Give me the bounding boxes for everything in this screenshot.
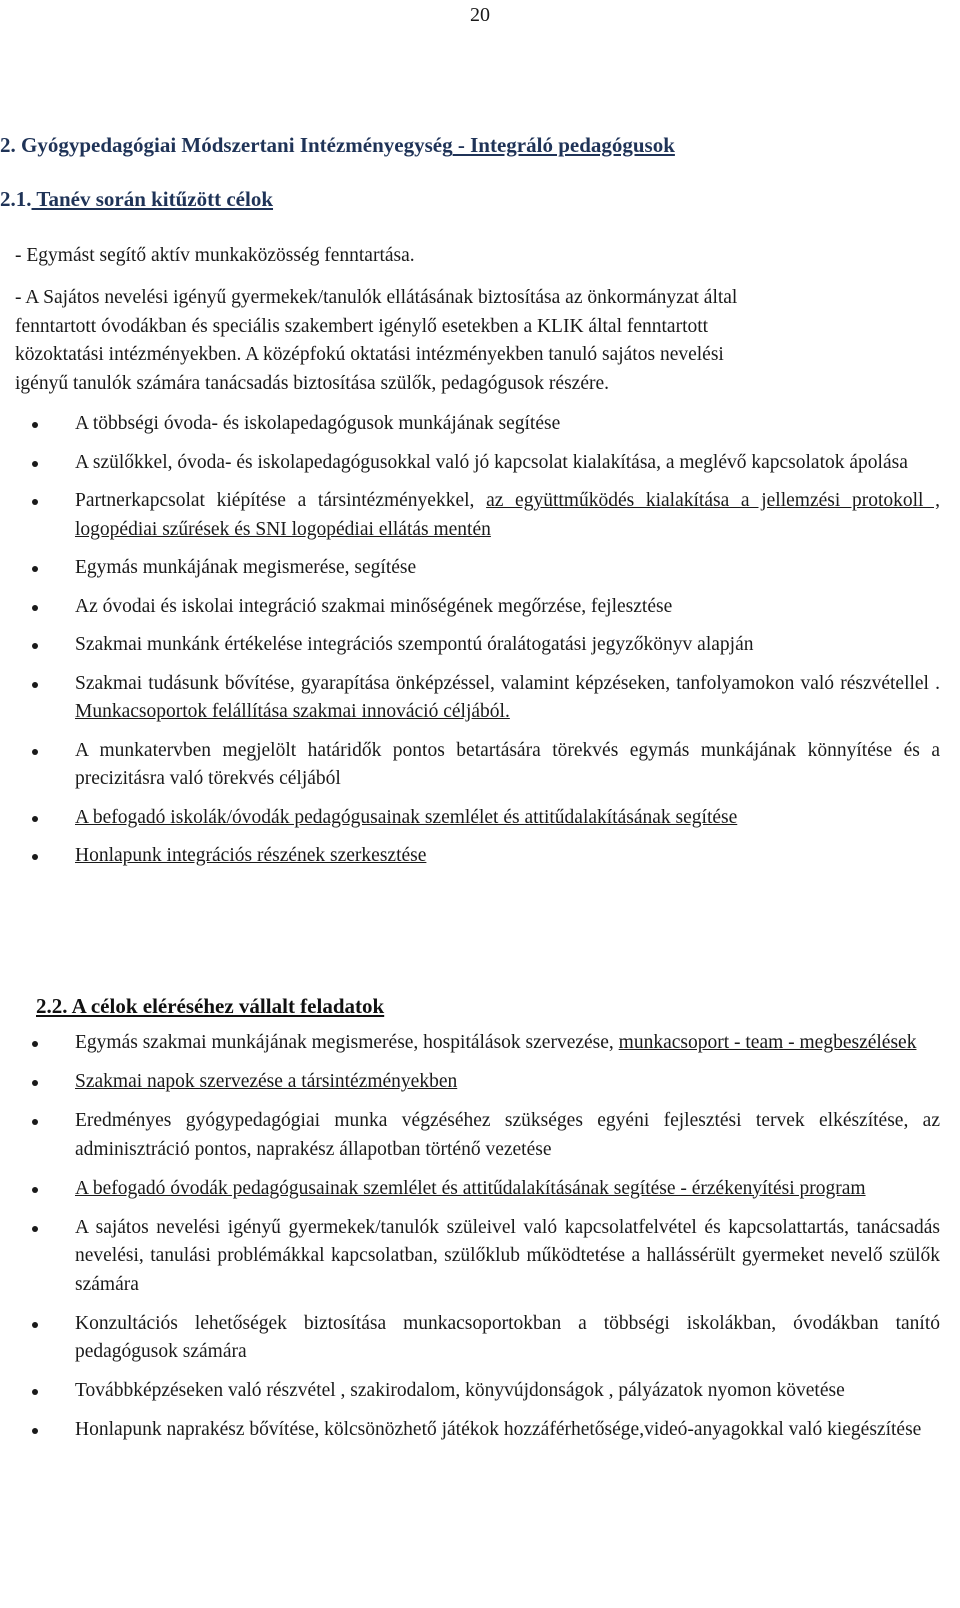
section-2-heading [0, 132, 675, 158]
bullet-icon [32, 1322, 38, 1328]
bullet-icon [32, 1187, 38, 1193]
task-text: Továbbképzéseken való részvétel , szakirodalom, könyvújdonságok , pályázatok nyomon követése [75, 1380, 845, 1401]
bullet-icon [32, 499, 38, 505]
bullet-icon [32, 605, 38, 611]
list-item [0, 487, 940, 544]
bullet-icon [32, 1428, 38, 1434]
tasks-list [0, 1029, 940, 1455]
task-text: A sajátos nevelési igényű gyermekek/tanulók szüleivel való kapcsolatfelvétel és kapcsolattartás, tanácsadás nevelési, tanulási problémákkal kapcsolatban, szülőklub működtetése a hallássérült gyermeket nevelő szülők számára [75, 1216, 940, 1295]
goal-text: A többségi óvoda- és iskolapedagógusok munkájának segítése [75, 413, 561, 434]
bullet-icon [32, 749, 38, 755]
list-item [0, 449, 940, 478]
paragraph-line: igényű tanulók számára tanácsadás biztosítása szülők, pedagógusok részére. [15, 372, 609, 394]
list-item [0, 1416, 940, 1445]
goals-list [0, 410, 940, 881]
bullet-icon [32, 1041, 38, 1047]
section-2-2-heading: 2.2. A célok eléréséhez vállalt feladatok [36, 994, 385, 1018]
section-2-1-heading [0, 186, 273, 212]
goal-text: Egymás munkájának megismerése, segítése [75, 557, 417, 578]
goal-text: Szakmai tudásunk bővítése, gyarapítása önképzéssel, valamint képzéseken, tanfolyamokon való részvétellel . [75, 672, 940, 694]
list-item [0, 737, 940, 794]
task-text: Honlapunk naprakész bővítése, kölcsönözhető játékok hozzáférhetősége,videó-anyagokkal való kiegészítése [75, 1419, 922, 1440]
bullet-icon [32, 682, 38, 688]
list-item [0, 842, 940, 871]
list-item [0, 593, 940, 622]
paragraph-line: fenntartott óvodákban és speciális szakembert igénylő esetekben a KLIK által fenntartott [15, 315, 709, 337]
section-2-title-main: 2. Gyógypedagógiai Módszertani Intézményegység [0, 133, 453, 157]
bullet-icon [32, 643, 38, 649]
bullet-icon [32, 566, 38, 572]
section-2-1-title: Tanév során kitűzött célok [31, 187, 274, 211]
goal-text-underlined: Munkacsoportok felállítása szakmai innováció céljából. [75, 701, 510, 722]
bullet-icon [32, 422, 38, 428]
bullet-icon [32, 1389, 38, 1395]
goal-text-underlined: Honlapunk integrációs részének szerkesztése [75, 845, 427, 866]
bullet-icon [32, 1226, 38, 1232]
page-number: 20 [470, 4, 490, 26]
bullet-icon [32, 461, 38, 467]
list-item [0, 804, 940, 833]
list-item [0, 1175, 940, 1204]
task-text-underlined: Szakmai napok szervezése a társintézményekben [75, 1071, 458, 1092]
list-item [0, 1214, 940, 1300]
goal-text: A munkatervben megjelölt határidők pontos betartására törekvés egymás munkájának könnyítése és a precizitásra való törekvés céljából [75, 739, 940, 789]
paragraph-line: - A Sajátos nevelési igényű gyermekek/tanulók ellátásának biztosítása az önkormányzat által [15, 287, 738, 308]
section-2-title-sub: - Integráló pedagógusok [452, 133, 675, 157]
list-item [0, 1029, 940, 1058]
goal-text: A szülőkkel, óvoda- és iskolapedagógusokkal való jó kapcsolat kialakítása, a meglévő kapcsolatok ápolása [75, 451, 908, 473]
list-item [0, 1068, 940, 1097]
list-item [0, 1107, 940, 1164]
section-2-1-number: 2.1. [0, 187, 32, 211]
task-text: Konzultációs lehetőségek biztosítása munkacsoportokban a többségi iskolákban, óvodákban tanító pedagógusok számára [75, 1312, 940, 1362]
bullet-icon [32, 816, 38, 822]
list-item [0, 1377, 940, 1406]
task-text-underlined: munkacsoport - team - megbeszélések [618, 1032, 917, 1053]
paragraph-line: közoktatási intézményekben. A középfokú oktatási intézményekben tanuló sajátos nevelési [15, 344, 724, 365]
list-item [0, 410, 940, 439]
intro-paragraph [15, 284, 937, 398]
bullet-icon [32, 1080, 38, 1086]
goal-text-underlined: az együttműködés kialakítása a jellemzési protokoll , logopédiai szűrések és SNI logopédiai ellátás mentén [75, 490, 940, 540]
goal-text: Az óvodai és iskolai integráció szakmai minőségének megőrzése, fejlesztése [75, 595, 673, 617]
list-item [0, 631, 940, 660]
list-item [0, 670, 940, 727]
goal-text-underlined: A befogadó iskolák/óvodák pedagógusainak szemlélet és attitűdalakításának segítése [75, 806, 738, 828]
list-item [0, 1310, 940, 1367]
task-text: Egymás szakmai munkájának megismerése, hospitálások szervezése, [75, 1032, 619, 1053]
task-text-underlined: A befogadó óvodák pedagógusainak szemlélet és attitűdalakításának segítése - érzékenyítési program [75, 1177, 866, 1199]
task-text: Eredményes gyógypedagógiai munka végzéséhez szükséges egyéni fejlesztési tervek elkészítése, az adminisztráció pontos, naprakész állapotban történő vezetése [75, 1110, 940, 1160]
list-item [0, 554, 940, 583]
goal-text: Szakmai munkánk értékelése integrációs szempontú óralátogatási jegyzőkönyv alapján [75, 634, 754, 655]
bullet-icon [32, 1119, 38, 1125]
goal-text: Partnerkapcsolat kiépítése a társintézményekkel, [75, 490, 487, 511]
intro-line: - Egymást segítő aktív munkaközösség fenntartása. [15, 245, 415, 266]
bullet-icon [32, 854, 38, 860]
